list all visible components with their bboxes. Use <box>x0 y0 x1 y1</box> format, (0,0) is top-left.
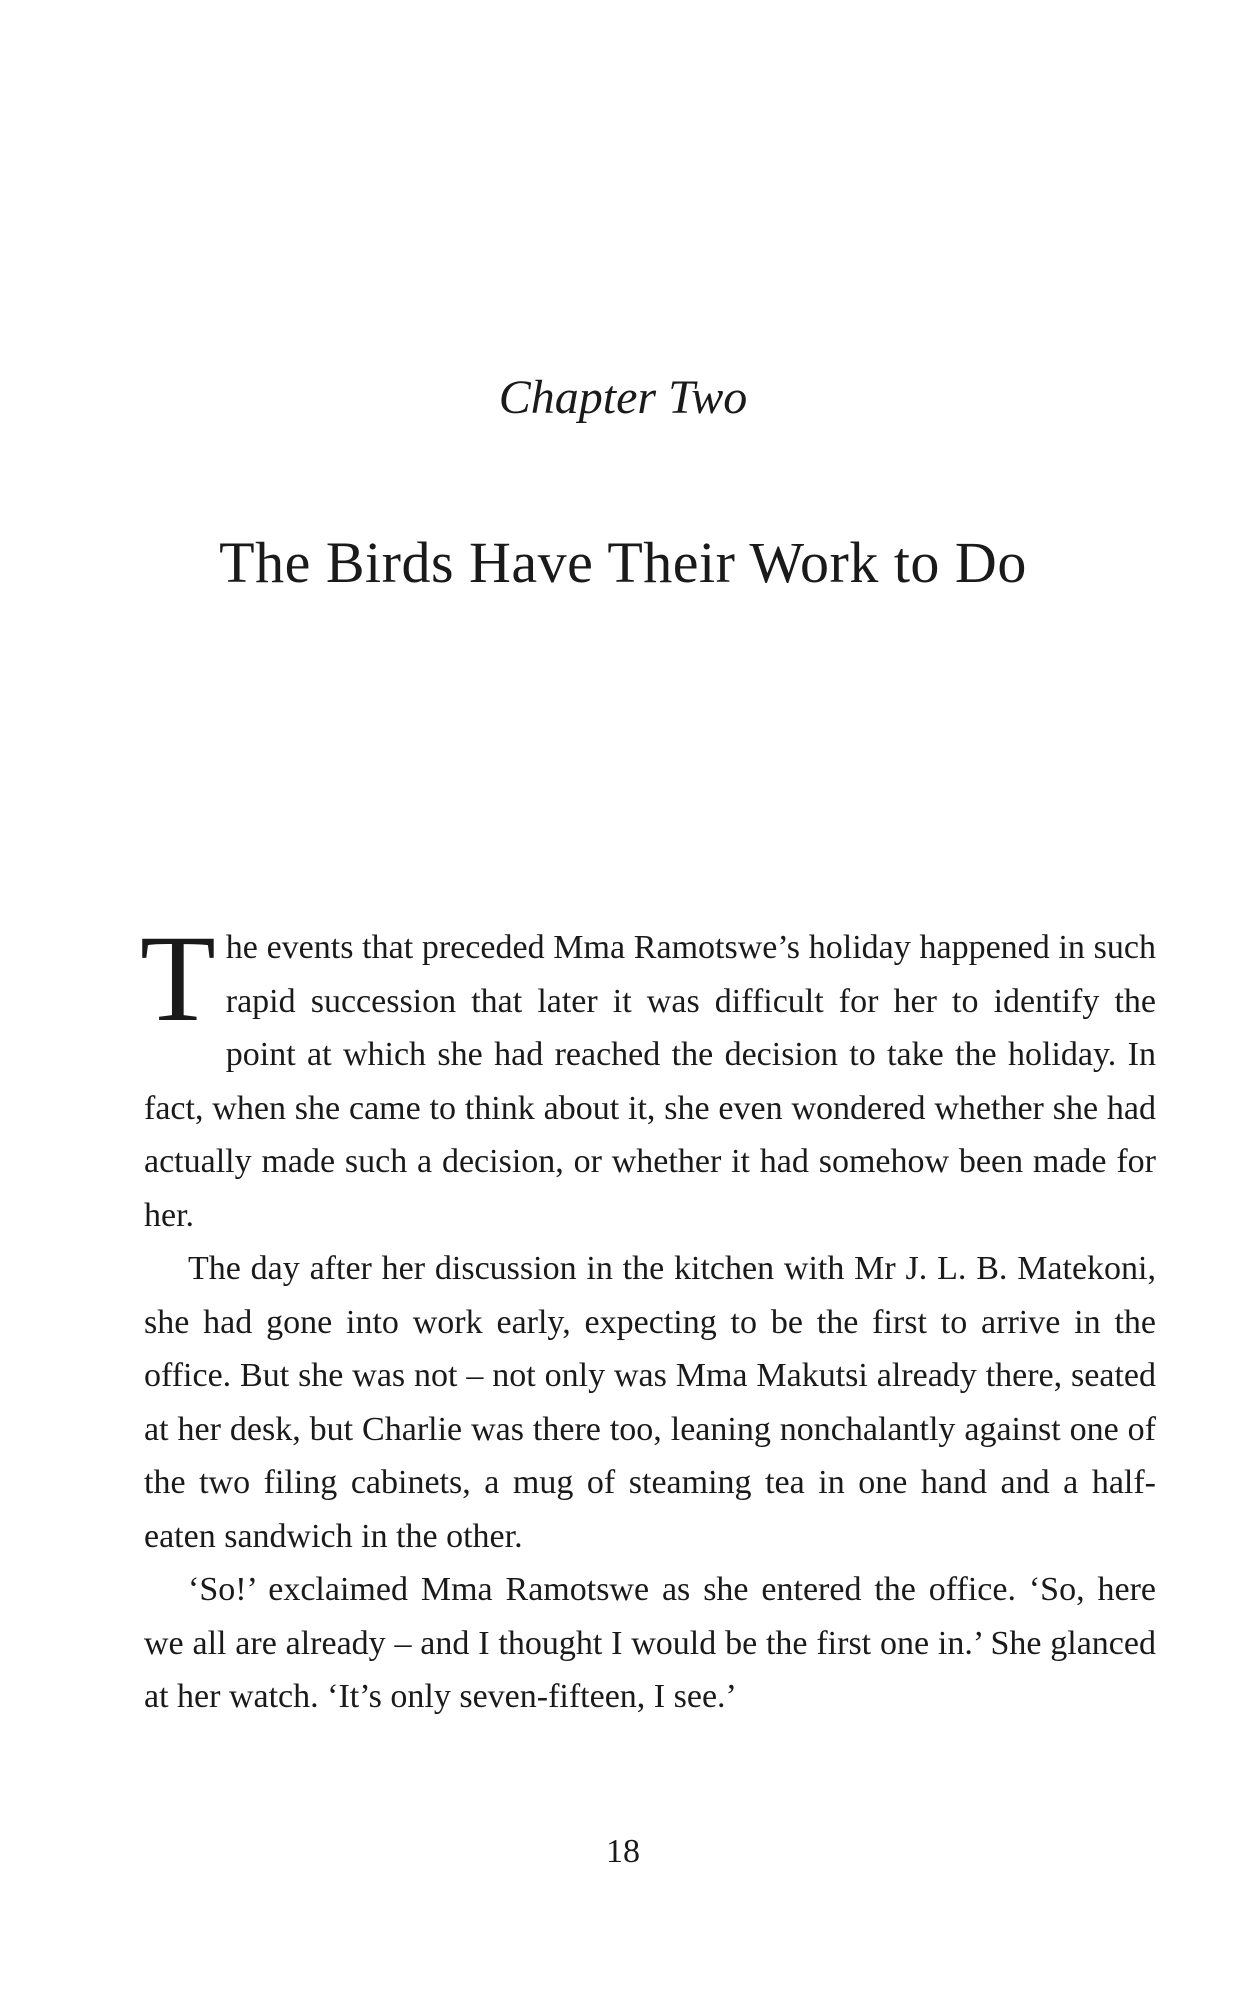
paragraph-1 <box>140 910 1156 1242</box>
chapter-body <box>140 910 1156 1724</box>
paragraph-3: ‘So!’ exclaimed Mma Ramotswe as she entered the office. ‘So, here we all are already – and I thought I would be the first one in.’ She glanced at her watch. ‘It’s only seven-fifteen, I see.’ <box>144 1571 1156 1715</box>
page-number: 18 <box>606 1833 640 1870</box>
paragraph-2: The day after her discussion in the kitchen with Mr J. L. B. Matekoni, she had gone into work early, expecting to be the first to arrive in the office. But she was not – not only was Mma Makutsi already there, seated at her desk, but Charlie was there too, leaning nonchalantly against one of the two filing cabinets, a mug of steaming tea in one hand and a half-eaten sandwich in the other. <box>144 1250 1156 1555</box>
drop-cap: T <box>140 910 216 1047</box>
paragraph-1-text: he events that preceded Mma Ramotswe’s holiday happened in such rapid succession that later it was difficult for her to identify the point at which she had reached the decision to take the holiday. In fact, when she came to think about it, she even wondered whether she had actually made such a decision, or whether it had somehow been made for her. <box>144 929 1156 1234</box>
chapter-title: The Birds Have Their Work to Do <box>219 530 1027 595</box>
chapter-label: Chapter Two <box>498 371 748 424</box>
